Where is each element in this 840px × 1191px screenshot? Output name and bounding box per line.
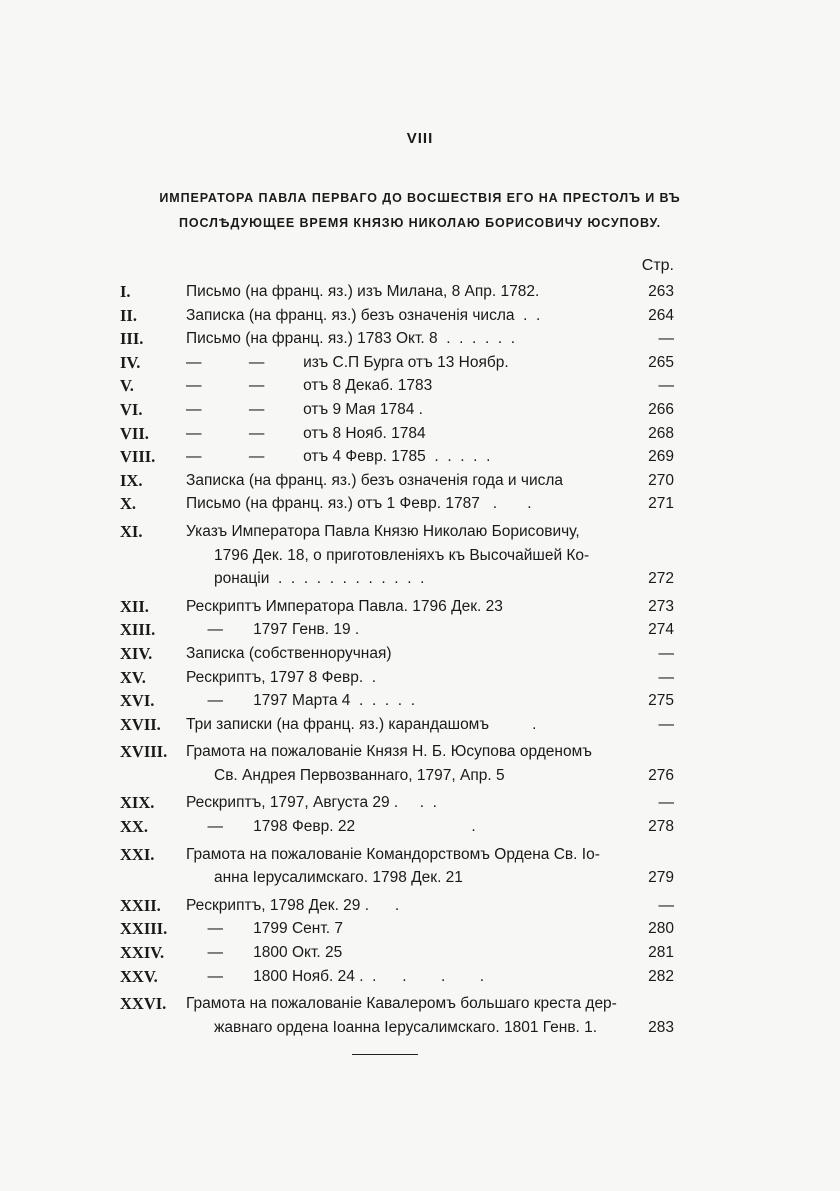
entry-number: V. [120,376,134,396]
entry-description [186,398,636,422]
entry-description [186,917,636,941]
entry-description-line: — — отъ 4 Февр. 1785 . . . . . [186,448,491,466]
entry-number: XXIV. [120,943,165,963]
entry-description-line: Грамота на пожалованіе Кавалеромъ большаго креста дер- [186,995,617,1013]
entry-description-line: — 1800 Окт. 25 [186,944,343,962]
entry-page-number: — [658,644,674,662]
entry-description-line: Рескриптъ Императора Павла. 1796 Дек. 23 [186,597,503,615]
entry-description [186,618,636,642]
entry-page-number: 280 [648,920,674,938]
entry-description-line: Письмо (на франц. яз.) изъ Милана, 8 Апр. 1782. [186,283,540,300]
entry-description [186,689,636,713]
entry-description [186,894,636,918]
entry-page-number: 265 [648,353,674,371]
entry-description [186,492,636,516]
toc-entry [120,618,680,642]
toc-entry [120,843,680,890]
entry-page-number: — [658,896,674,914]
entry-page-number: 264 [648,306,674,324]
entry-page-number: — [658,715,674,733]
entry-number: X. [120,494,137,514]
entry-description [186,992,636,1039]
toc-entry [120,351,680,375]
toc-entry [120,374,680,398]
entry-description [186,941,636,965]
entry-description [186,327,636,351]
entry-description-line: — 1797 Генв. 19 . [186,621,360,639]
closing-rule [352,1054,418,1055]
entry-page-number: 263 [648,283,674,300]
entry-page-number: 266 [648,400,674,418]
toc-entry [120,713,680,737]
toc-entry [120,422,680,446]
entry-description-line: Св. Андрея Первозваннаго, 1797, Апр. 5 [214,766,505,784]
entry-page-number: 282 [648,967,674,985]
entry-description-line: анна Іерусалимскаго. 1798 Дек. 21 [214,869,463,887]
entry-description-line: жавнаго ордена Іоанна Іерусалимскаго. 1801 Генв. 1. [214,1018,598,1036]
toc-entry [120,398,680,422]
entry-description [186,351,636,375]
toc-entry [120,642,680,666]
entry-description [186,374,636,398]
entry-page-number: 273 [648,597,674,615]
entry-description [186,280,636,304]
heading-line-1: ИМПЕРАТОРА ПАВЛА ПЕРВАГО ДО ВОСШЕСТВІЯ ЕГО НА ПРЕСТОЛЪ И ВЪ [159,191,681,205]
entry-description-line: — 1799 Сент. 7 [186,920,343,938]
entry-description [186,422,636,446]
entry-number: XXV. [120,966,158,986]
toc-entry [120,791,680,815]
entry-description-line: — — отъ 9 Мая 1784 . [186,400,423,418]
entry-page-number: 275 [648,692,674,710]
entry-description [186,666,636,690]
entry-page-number: 269 [648,448,674,466]
entry-description-line: Записка (собственноручная) [186,644,392,662]
toc-entry [120,469,680,493]
entry-description-line: Письмо (на франц. яз.) отъ 1 Февр. 1787 . . [186,495,532,513]
entry-description-line: Записка (на франц. яз.) безъ означенія года и числа [186,471,564,489]
entry-description-line: Рескриптъ, 1798 Дек. 29 . . [186,896,400,914]
entry-number: VIII. [120,447,156,467]
entry-description [186,642,636,666]
toc-entry [120,520,680,591]
toc-entry [120,815,680,839]
entry-page-number: — [658,668,674,686]
entry-number: XIV. [120,643,153,663]
entry-description-line: — — отъ 8 Нояб. 1784 [186,424,426,442]
entry-description [186,520,636,591]
entry-page-number: 283 [648,1018,674,1036]
entry-page-number: 270 [648,471,674,489]
toc-entry [120,689,680,713]
entry-number: IV. [120,352,141,372]
entry-number: I. [120,282,131,301]
entry-page-number: 279 [648,869,674,887]
entry-description-line: Три записки (на франц. яз.) карандашомъ . [186,715,537,733]
entry-description-line: — — изъ С.П Бурга отъ 13 Ноябр. [186,353,509,371]
entry-number: XII. [120,596,149,616]
entry-page-number: — [658,794,674,812]
toc-entry [120,992,680,1039]
entry-number: III. [120,329,144,349]
entry-description [186,791,636,815]
entry-description-line: Грамота на пожалованіе Командорствомъ Ордена Св. Іо- [186,845,600,863]
entry-description-line: — 1800 Нояб. 24 . . . . . [186,967,485,985]
entry-page-number: — [658,377,674,395]
entry-description-line: Записка (на франц. яз.) безъ означенія числа . . [186,306,541,324]
entry-description-line: Рескриптъ, 1797 8 Февр. . [186,668,377,686]
entry-description [186,304,636,328]
toc-entry [120,280,680,304]
entry-description-line: Письмо (на франц. яз.) 1783 Окт. 8 . . . . . . [186,330,516,348]
toc-entry [120,965,680,989]
entry-page-number: — [658,330,674,348]
entry-number: XXII. [120,895,161,915]
entry-page-number: 281 [648,944,674,962]
entry-description-line: Рескриптъ, 1797, Августа 29 . . . [186,794,437,812]
entry-description [186,843,636,890]
entry-number: VII. [120,423,149,443]
entry-number: XV. [120,667,146,687]
toc-entry [120,595,680,619]
toc-entry [120,492,680,516]
entry-page-number: 272 [648,570,674,588]
toc-entry [120,740,680,787]
entry-number: IX. [120,470,143,490]
entry-description [186,740,636,787]
entry-number: XVII. [120,714,161,734]
entry-description-line: — — отъ 8 Декаб. 1783 [186,377,433,395]
toc-entry [120,941,680,965]
entry-page-number: 274 [648,621,674,639]
toc-entry [120,327,680,351]
entry-page-number: 268 [648,424,674,442]
entry-description-line: — 1798 Февр. 22 . [186,818,476,836]
entry-description-line: Указъ Императора Павла Князю Николаю Борисовичу, [186,522,580,540]
entry-description [186,445,636,469]
toc-entry [120,917,680,941]
toc-entry [120,666,680,690]
section-heading [110,186,730,236]
entry-description [186,595,636,619]
entry-description-line: — 1797 Марта 4 . . . . . [186,692,416,710]
entry-number: XIII. [120,620,156,640]
entry-number: XXIII. [120,919,168,939]
entry-number: XVI. [120,691,155,711]
entry-description [186,713,636,737]
entry-description-line: Грамота на пожалованіе Князя Н. Б. Юсупова орденомъ [186,743,592,761]
toc-entry [120,304,680,328]
entry-page-number: 271 [648,495,674,513]
entry-description [186,469,636,493]
entry-page-number: 276 [648,766,674,784]
heading-line-2: ПОСЛѢДУЮЩЕЕ ВРЕМЯ КНЯЗЮ НИКОЛАЮ БОРИСОВИЧУ ЮСУПОВУ. [178,216,661,230]
entry-number: XX. [120,817,148,837]
entry-number: XI. [120,521,143,541]
entry-description [186,815,636,839]
entry-description [186,965,636,989]
page-number: VIII [406,130,434,147]
entry-description-line: ронаціи . . . . . . . . . . . . [214,570,425,588]
entry-description-line: 1796 Дек. 18, о приготовленіяхъ къ Высочайшей Ко- [214,546,590,564]
toc-entry [120,445,680,469]
page-column-label: Стр. [641,257,674,274]
entry-page-number: 278 [648,818,674,836]
entry-number: XXI. [120,844,155,864]
toc-entry [120,894,680,918]
entry-number: XVIII. [120,742,168,762]
entry-number: VI. [120,399,143,419]
entry-number: XXVI. [120,994,167,1014]
entry-number: XIX. [120,793,155,813]
table-of-contents [120,280,680,1043]
entry-number: II. [120,305,137,325]
